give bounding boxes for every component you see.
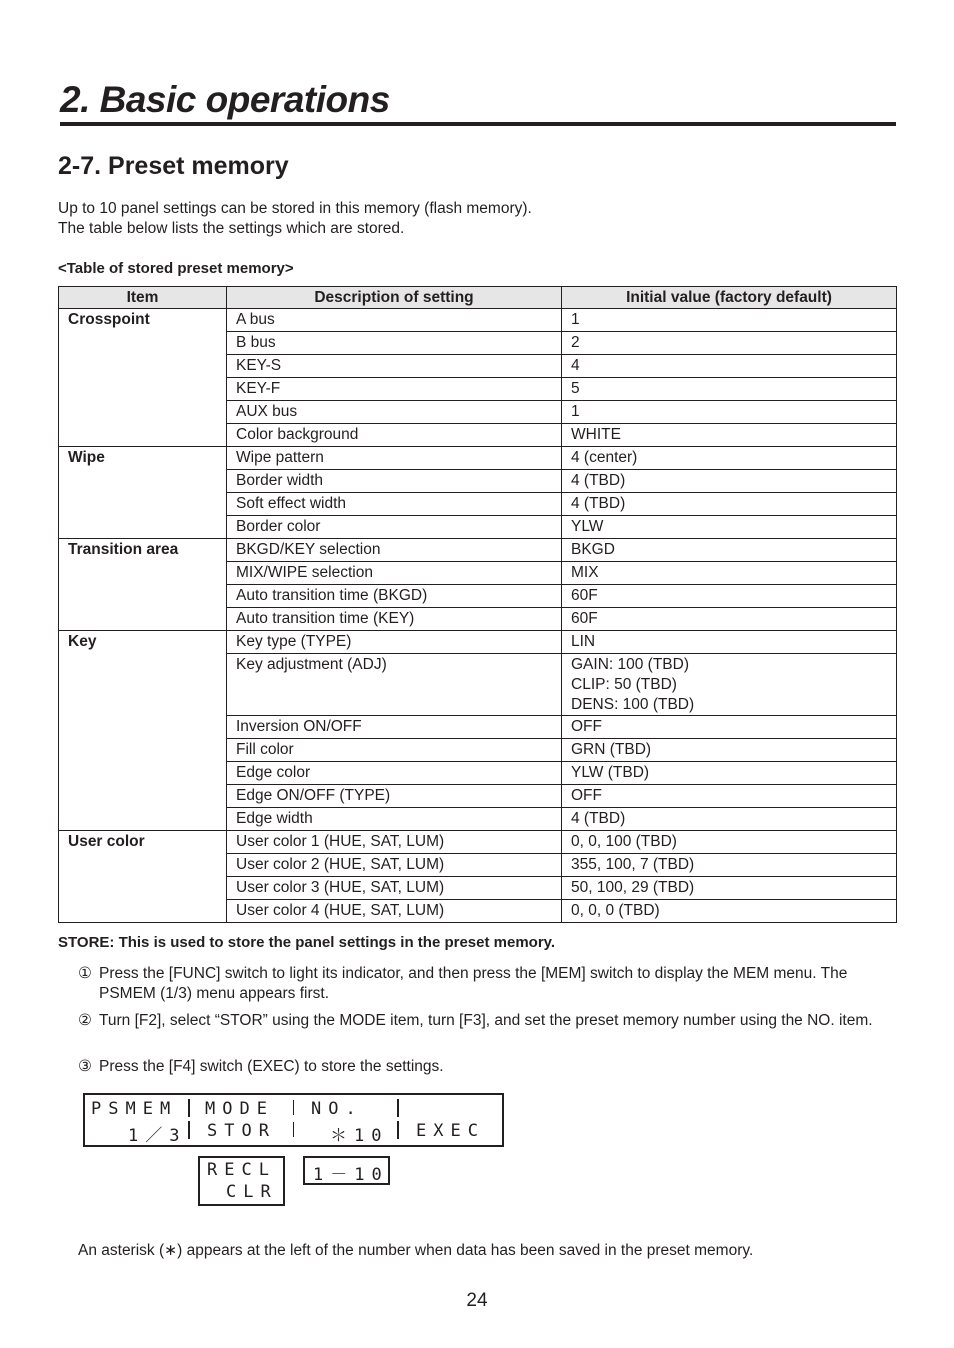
table-title: <Table of stored preset memory> (58, 260, 294, 277)
lcd-mode-value: STOR (207, 1121, 276, 1141)
initial-value-cell: GRN (TBD) (562, 739, 897, 762)
step-text: Press the [F4] switch (EXEC) to store the settings. (99, 1058, 444, 1075)
initial-value-cell: 60F (562, 608, 897, 631)
lcd-divider (293, 1122, 294, 1137)
description-cell: Edge width (227, 808, 562, 831)
lcd-no-label: NO. (311, 1099, 363, 1119)
description-cell: Soft effect width (227, 493, 562, 516)
table-body (59, 309, 897, 923)
mode-option: RECL (207, 1160, 276, 1180)
description-cell: Wipe pattern (227, 447, 562, 470)
initial-value-cell: 4 (center) (562, 447, 897, 470)
lcd-psmem: PSMEM (91, 1099, 178, 1119)
initial-value-cell: GAIN: 100 (TBD) CLIP: 50 (TBD) DENS: 100 (TBD) (562, 654, 897, 716)
initial-value-cell: 5 (562, 378, 897, 401)
item-cell: User color (59, 831, 227, 923)
initial-value-cell: YLW (TBD) (562, 762, 897, 785)
description-cell: Border color (227, 516, 562, 539)
store-heading: STORE: This is used to store the panel settings in the preset memory. (58, 934, 556, 951)
description-cell: Fill color (227, 739, 562, 762)
initial-value-cell: 355, 100, 7 (TBD) (562, 854, 897, 877)
lcd-divider (188, 1121, 190, 1139)
initial-value-cell: 0, 0, 100 (TBD) (562, 831, 897, 854)
initial-value-cell: 2 (562, 332, 897, 355)
lcd-divider (293, 1100, 294, 1115)
step-text: Turn [F2], select “STOR” using the MODE item, turn [F3], and set the preset memory number using the NO. item. (99, 1012, 873, 1029)
lcd-divider (397, 1099, 399, 1117)
description-cell: Auto transition time (BKGD) (227, 585, 562, 608)
asterisk-note: An asterisk (∗) appears at the left of the number when data has been saved in the preset memory. (78, 1242, 754, 1259)
initial-value-cell: YLW (562, 516, 897, 539)
item-cell: Key (59, 631, 227, 831)
description-cell: AUX bus (227, 401, 562, 424)
description-cell: Inversion ON/OFF (227, 716, 562, 739)
step-number: ① (78, 965, 92, 982)
initial-value-cell: 60F (562, 585, 897, 608)
step-number: ② (78, 1012, 92, 1029)
step-text: Press the [FUNC] switch to light its indicator, and then press the [MEM] switch to display the MEM menu. The PSMEM (1/3) menu appears first. (99, 965, 848, 1002)
column-header: Initial value (factory default) (562, 287, 897, 309)
description-cell: User color 2 (HUE, SAT, LUM) (227, 854, 562, 877)
step-1 (78, 964, 893, 1002)
table-row (59, 309, 897, 332)
item-cell: Crosspoint (59, 309, 227, 447)
initial-value-cell: 4 (562, 355, 897, 378)
lcd-number-value: ＊10 (330, 1126, 389, 1146)
column-header: Item (59, 287, 227, 309)
lcd-mode-label: MODE (205, 1099, 274, 1119)
description-cell: Border width (227, 470, 562, 493)
initial-value-cell: 4 (TBD) (562, 493, 897, 516)
column-header: Description of setting (227, 287, 562, 309)
intro-line: Up to 10 panel settings can be stored in this memory (flash memory). (58, 200, 532, 217)
step-3 (78, 1057, 893, 1077)
description-cell: User color 4 (HUE, SAT, LUM) (227, 900, 562, 923)
initial-value-cell: 4 (TBD) (562, 470, 897, 493)
initial-value-cell: 1 (562, 401, 897, 424)
page-number: 24 (466, 1290, 488, 1311)
description-cell: A bus (227, 309, 562, 332)
description-cell: MIX/WIPE selection (227, 562, 562, 585)
description-cell: Key adjustment (ADJ) (227, 654, 562, 716)
initial-value-cell: 0, 0, 0 (TBD) (562, 900, 897, 923)
initial-value-cell: BKGD (562, 539, 897, 562)
step-number: ③ (78, 1058, 92, 1075)
intro-text (58, 199, 532, 239)
mode-option: CLR (226, 1182, 278, 1202)
initial-value-cell: OFF (562, 716, 897, 739)
initial-value-cell: MIX (562, 562, 897, 585)
preset-memory-table (58, 286, 897, 923)
number-range: 1－10 (313, 1165, 389, 1185)
description-cell: Color background (227, 424, 562, 447)
initial-value-cell: LIN (562, 631, 897, 654)
description-cell: B bus (227, 332, 562, 355)
table-row (59, 631, 897, 654)
description-cell: User color 1 (HUE, SAT, LUM) (227, 831, 562, 854)
initial-value-cell: OFF (562, 785, 897, 808)
table-row (59, 831, 897, 854)
description-cell: Auto transition time (KEY) (227, 608, 562, 631)
section-title: 2-7. Preset memory (58, 152, 289, 180)
chapter-title: 2. Basic operations (60, 78, 896, 126)
initial-value-cell: 50, 100, 29 (TBD) (562, 877, 897, 900)
step-2 (78, 1011, 893, 1031)
description-cell: Edge color (227, 762, 562, 785)
table-header-row (59, 287, 897, 309)
lcd-exec: EXEC (416, 1121, 485, 1141)
item-cell: Wipe (59, 447, 227, 539)
description-cell: BKGD/KEY selection (227, 539, 562, 562)
description-cell: User color 3 (HUE, SAT, LUM) (227, 877, 562, 900)
description-cell: KEY-S (227, 355, 562, 378)
lcd-divider (397, 1121, 399, 1139)
lcd-page: 1／3 (128, 1126, 187, 1146)
description-cell: Edge ON/OFF (TYPE) (227, 785, 562, 808)
lcd-divider (188, 1099, 190, 1117)
initial-value-cell: WHITE (562, 424, 897, 447)
item-cell: Transition area (59, 539, 227, 631)
description-cell: KEY-F (227, 378, 562, 401)
table-row (59, 447, 897, 470)
initial-value-cell: 1 (562, 309, 897, 332)
initial-value-cell: 4 (TBD) (562, 808, 897, 831)
description-cell: Key type (TYPE) (227, 631, 562, 654)
intro-line: The table below lists the settings which are stored. (58, 220, 405, 237)
table-row (59, 539, 897, 562)
